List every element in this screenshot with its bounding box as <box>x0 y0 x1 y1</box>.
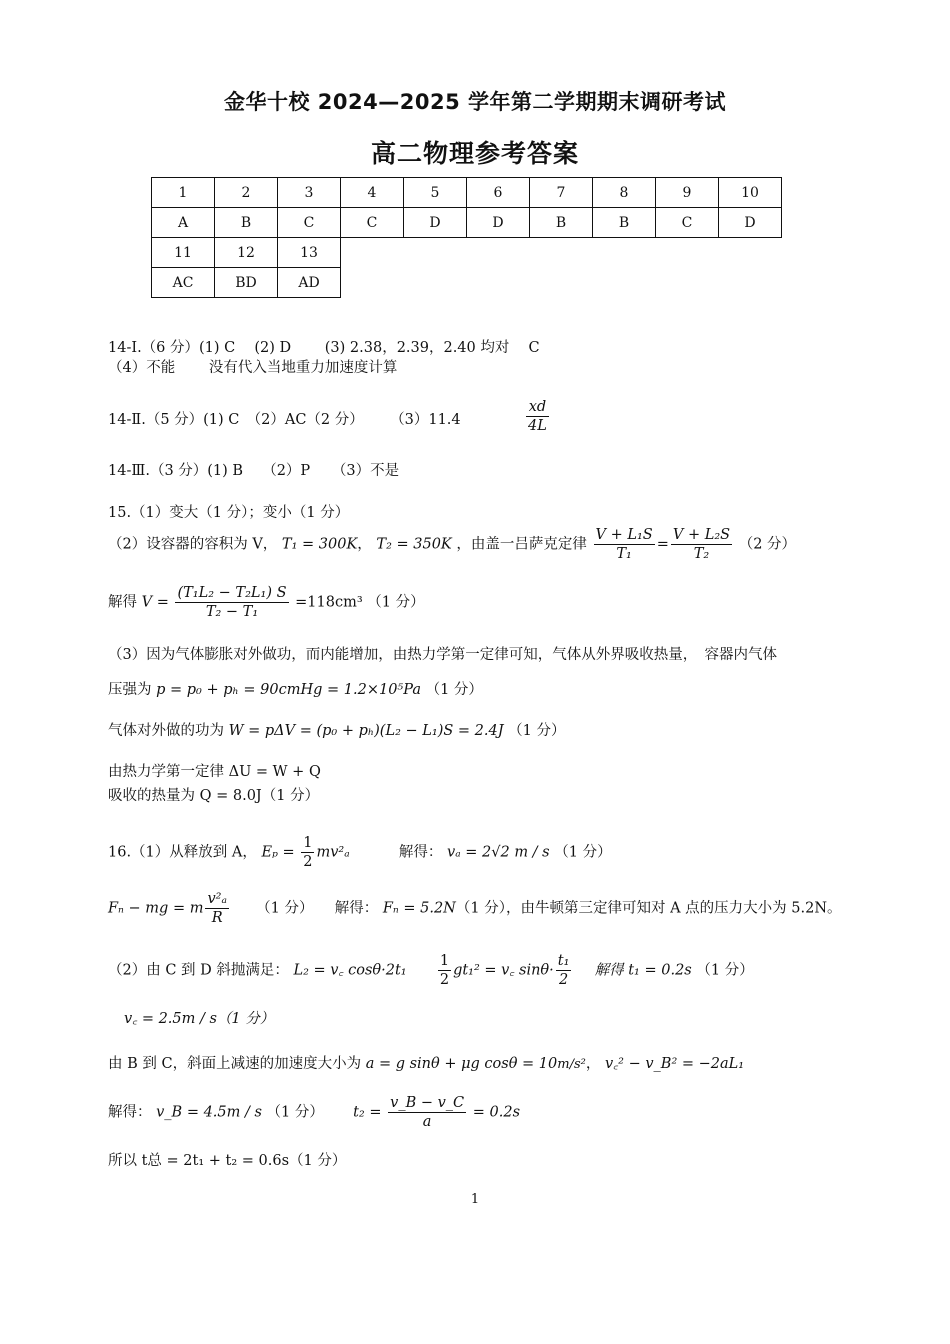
fraction-denominator: 2 <box>558 972 569 989</box>
page-number: 1 <box>470 1192 480 1207</box>
math-v: V = <box>141 594 169 611</box>
fraction-denominator: a <box>422 1114 432 1131</box>
math-solution: 解得 t₁ = 0.2s <box>594 962 692 979</box>
math-equation: gt₁² = v꜀ sinθ· <box>453 962 554 979</box>
score-text: （1 分） <box>508 723 566 739</box>
q14-1-line2: （4）不能 没有代入当地重力加速度计算 <box>108 360 398 376</box>
fraction-numerator: t₁ <box>556 952 572 971</box>
table-cell: 5 <box>404 178 467 208</box>
fraction-numerator: v_B − v_C <box>388 1094 466 1113</box>
table-row <box>152 268 782 298</box>
unit-text: m/s² <box>557 1057 586 1072</box>
math-equation: p = p₀ + pₕ = 90cmHg = 1.2×10⁵Pa <box>156 682 421 698</box>
q16-line2 <box>108 890 842 927</box>
q15-line1: 15.（1）变大（1 分）；变小（1 分） <box>108 505 350 521</box>
fraction <box>438 952 451 989</box>
fraction-denominator: 2 <box>439 972 450 989</box>
comma-text: ， <box>357 536 372 553</box>
q15-line2 <box>108 526 796 563</box>
fraction <box>388 1094 466 1131</box>
math-equation: Fₙ − mg = m <box>108 900 204 917</box>
q16-line5 <box>108 1052 744 1073</box>
q14-2-text: 14-Ⅱ.（5 分）(1) C （2）AC（2 分） （3）11.4 <box>108 412 461 428</box>
q16-line3 <box>108 952 754 989</box>
fraction <box>205 890 228 927</box>
score-text: （1 分） <box>696 962 754 979</box>
math-equation: a = g sinθ + μg cosθ = 10 <box>365 1056 558 1072</box>
fraction <box>594 526 655 563</box>
q16-line4: v꜀ = 2.5m / s（1 分） <box>124 1011 275 1027</box>
fraction-denominator: 4L <box>528 418 547 435</box>
text-span: 解得： <box>108 1104 152 1121</box>
table-row <box>152 238 782 268</box>
fraction-denominator: T₂ <box>693 546 710 563</box>
fraction-denominator: 2 <box>303 854 313 871</box>
table-cell: 6 <box>467 178 530 208</box>
equals-sign: = <box>656 536 669 553</box>
score-text: （2 分） <box>738 536 797 553</box>
fraction-numerator: 1 <box>301 834 314 853</box>
math-vb: v_B = 4.5m / s <box>156 1104 262 1121</box>
math-t2: T₂ = 350K <box>376 536 452 553</box>
q15-line6 <box>108 719 566 740</box>
table-cell: D <box>719 208 782 238</box>
table-cell: 11 <box>152 238 215 268</box>
table-cell: A <box>152 208 215 238</box>
score-text: （1 分） <box>554 844 612 861</box>
text-span: 气体对外做的功为 <box>108 723 224 739</box>
math-equation: mv²ₐ <box>316 844 350 861</box>
result-text: =118cm³ <box>295 594 363 611</box>
q14-3-text: 14-Ⅲ.（3 分）(1) B （2）P （3）不是 <box>108 463 400 479</box>
table-row <box>152 178 782 208</box>
text-span: 16.（1）从释放到 A， <box>108 844 257 861</box>
table-cell: B <box>530 208 593 238</box>
q14-2-fraction <box>524 398 551 435</box>
table-cell: AC <box>152 268 215 298</box>
fraction <box>301 834 314 871</box>
fraction <box>556 952 572 989</box>
math-equation: L₂ = v꜀ cosθ·2t₁ <box>293 962 407 979</box>
math-result: = 0.2s <box>472 1104 521 1121</box>
math-va: vₐ = 2√2 m / s <box>447 844 550 861</box>
text-span: 压强为 <box>108 682 152 698</box>
fraction <box>175 584 288 621</box>
fraction <box>671 526 732 563</box>
text-span: （1 分），由牛顿第三定律可知对 A 点的压力大小为 5.2N。 <box>455 900 842 917</box>
q15-line4: （3）因为气体膨胀对外做功，而内能增加，由热力学第一定律可知，气体从外界吸收热量， 容器内气体 <box>108 647 777 663</box>
q16-line6 <box>108 1094 520 1131</box>
fraction-denominator: R <box>211 910 223 927</box>
fraction-denominator: T₁ <box>616 546 632 563</box>
fraction-numerator: (T₁L₂ − T₂L₁) S <box>175 584 288 603</box>
table-cell: 8 <box>593 178 656 208</box>
math-equation: v꜀² − v_B² = −2aL₁ <box>604 1056 745 1072</box>
table-cell: 10 <box>719 178 782 208</box>
table-cell: C <box>656 208 719 238</box>
exam-title: 金华十校 2024—2025 学年第二学期期末调研考试 <box>223 90 726 114</box>
table-cell: 9 <box>656 178 719 208</box>
table-cell: C <box>278 208 341 238</box>
q15-line7: 由热力学第一定律 ΔU = W + Q <box>108 764 321 780</box>
table-cell: AD <box>278 268 341 298</box>
q16-line1 <box>108 834 612 871</box>
table-cell: 3 <box>278 178 341 208</box>
q15-line3 <box>108 584 425 621</box>
table-cell: 4 <box>341 178 404 208</box>
table-cell: C <box>341 208 404 238</box>
fraction-numerator: 1 <box>438 952 451 971</box>
table-cell: 12 <box>215 238 278 268</box>
q15-line8: 吸收的热量为 Q = 8.0J（1 分） <box>108 788 320 804</box>
table-empty-space <box>341 268 782 298</box>
q16-line7: 所以 t总 = 2t₁ + t₂ = 0.6s（1 分） <box>108 1153 347 1169</box>
table-cell: 2 <box>215 178 278 208</box>
table-cell: B <box>593 208 656 238</box>
table-cell: B <box>215 208 278 238</box>
table-cell: 7 <box>530 178 593 208</box>
text-span: 由 B 到 C，斜面上减速的加速度大小为 <box>108 1056 362 1072</box>
q15-line5 <box>108 678 483 699</box>
fraction-numerator: xd <box>526 398 549 417</box>
math-t1: T₁ = 300K <box>281 536 358 553</box>
score-text: （1 分） <box>266 1104 324 1121</box>
math-fn: Fₙ = 5.2N <box>382 900 456 917</box>
text-span: 解得 <box>108 594 137 611</box>
score-text: （1 分） <box>367 594 425 611</box>
fraction-numerator: V + L₂S <box>671 526 732 545</box>
math-ep: Eₚ = <box>261 844 295 861</box>
fraction-numerator: v²ₐ <box>205 890 228 909</box>
table-empty-space <box>341 238 782 268</box>
table-cell: 1 <box>152 178 215 208</box>
comma-text: ， <box>585 1056 601 1072</box>
math-equation: W = pΔV = (p₀ + pₕ)(L₂ − L₁)S = 2.4J <box>228 723 504 739</box>
table-cell: 13 <box>278 238 341 268</box>
score-text: （1 分） <box>425 682 483 698</box>
text-span: 解得： <box>398 844 443 861</box>
table-cell: D <box>404 208 467 238</box>
text-span: ，由盖一吕萨克定律 <box>456 536 587 553</box>
table-cell: D <box>467 208 530 238</box>
text-span: （2）由 C 到 D 斜抛满足： <box>108 962 289 979</box>
table-row <box>152 208 782 238</box>
math-t2: t₂ = <box>353 1104 382 1121</box>
q14-1-line1: 14-Ⅰ.（6 分）(1) C (2) D (3) 2.38，2.39，2.40 均对 C <box>108 340 540 356</box>
answer-table <box>151 177 782 298</box>
table-cell: BD <box>215 268 278 298</box>
text-span: 解得： <box>334 900 379 917</box>
fraction-numerator: V + L₁S <box>594 526 655 545</box>
answer-title: 高二物理参考答案 <box>370 139 579 168</box>
text-span: （2）设容器的容积为 V， <box>108 536 278 553</box>
fraction-denominator: T₂ − T₁ <box>205 604 259 621</box>
score-text: （1 分） <box>256 900 314 917</box>
